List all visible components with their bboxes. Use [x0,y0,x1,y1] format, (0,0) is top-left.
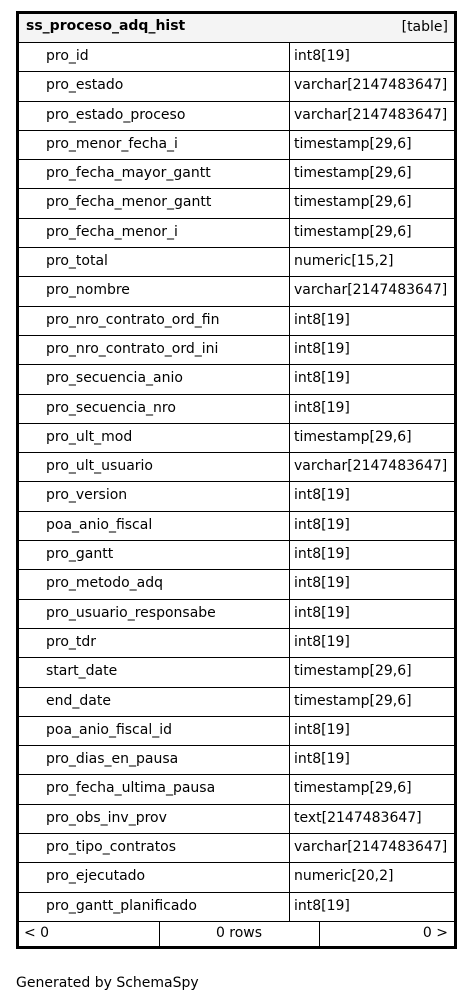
column-divider [289,365,290,393]
column-row[interactable] [19,805,454,834]
column-name: pro_ult_usuario [46,458,153,475]
column-row[interactable] [19,277,454,306]
column-type: varchar[2147483647] [294,77,448,94]
column-divider [289,541,290,569]
column-divider [289,512,290,540]
column-type: int8[19] [294,633,350,650]
footer-row-count: 0 rows [215,925,263,941]
column-name: pro_secuencia_anio [46,370,183,387]
generated-by-text: Generated by SchemaSpy [16,975,199,991]
column-type: timestamp[29,6] [294,194,412,211]
column-row[interactable] [19,775,454,804]
column-row[interactable] [19,658,454,687]
column-name: pro_obs_inv_prov [46,809,167,826]
column-row[interactable] [19,541,454,570]
column-name: pro_gantt_planificado [46,897,197,914]
column-name: pro_fecha_menor_i [46,223,178,240]
column-name: pro_total [46,253,108,270]
column-row[interactable] [19,482,454,511]
column-name: pro_estado_proceso [46,106,186,123]
column-name: pro_ult_mod [46,428,133,445]
column-divider [289,834,290,862]
column-name: pro_id [46,48,89,64]
table-footer [19,922,454,946]
column-divider [289,72,290,100]
column-divider [289,570,290,598]
table-name[interactable]: ss_proceso_adq_hist [26,18,186,34]
column-name: start_date [46,663,118,680]
column-name: pro_metodo_adq [46,575,164,592]
column-type: int8[19] [294,311,350,328]
column-row[interactable] [19,863,454,892]
column-row[interactable] [19,102,454,131]
footer-children-count: 0 > [422,925,448,941]
column-divider [289,277,290,305]
column-type: timestamp[29,6] [294,780,412,797]
column-row[interactable] [19,424,454,453]
column-type: varchar[2147483647] [294,106,448,123]
column-type: varchar[2147483647] [294,458,448,475]
column-type: int8[19] [294,370,350,387]
column-divider [289,775,290,803]
column-row[interactable] [19,717,454,746]
column-list [19,43,454,922]
column-name: end_date [46,692,111,709]
column-divider [289,629,290,657]
column-row[interactable] [19,248,454,277]
column-row[interactable] [19,570,454,599]
column-row[interactable] [19,160,454,189]
column-name: pro_nro_contrato_ord_ini [46,340,219,357]
column-row[interactable] [19,131,454,160]
column-row[interactable] [19,512,454,541]
column-row[interactable] [19,746,454,775]
column-divider [289,43,290,71]
column-type: timestamp[29,6] [294,223,412,240]
column-type: timestamp[29,6] [294,663,412,680]
column-type: int8[19] [294,516,350,533]
column-name: pro_fecha_mayor_gantt [46,165,211,182]
column-type: timestamp[29,6] [294,692,412,709]
column-divider [289,131,290,159]
column-row[interactable] [19,453,454,482]
column-row[interactable] [19,336,454,365]
column-divider [289,424,290,452]
column-name: pro_fecha_ultima_pausa [46,780,216,797]
column-type: timestamp[29,6] [294,428,412,445]
column-divider [289,219,290,247]
column-type: int8[19] [294,48,350,64]
table-entity-box [16,11,457,949]
column-divider [289,307,290,335]
column-name: pro_tdr [46,633,97,650]
table-type-label: [table] [401,19,448,35]
column-divider [289,717,290,745]
column-divider [289,893,290,921]
column-type: numeric[15,2] [294,253,394,270]
column-type: int8[19] [294,546,350,563]
column-divider [289,189,290,217]
column-row[interactable] [19,600,454,629]
column-type: int8[19] [294,604,350,621]
column-divider [289,658,290,686]
column-divider [289,102,290,130]
column-type: timestamp[29,6] [294,165,412,182]
column-type: int8[19] [294,897,350,914]
column-divider [289,805,290,833]
column-row[interactable] [19,365,454,394]
column-row[interactable] [19,219,454,248]
column-divider [289,453,290,481]
column-type: varchar[2147483647] [294,839,448,856]
footer-divider [319,922,320,946]
column-row[interactable] [19,629,454,658]
column-name: pro_tipo_contratos [46,839,177,856]
column-name: pro_version [46,487,128,504]
column-name: pro_menor_fecha_i [46,135,178,152]
column-name: poa_anio_fiscal [46,516,153,533]
column-type: int8[19] [294,487,350,504]
column-divider [289,248,290,276]
column-row[interactable] [19,307,454,336]
column-name: poa_anio_fiscal_id [46,721,172,738]
column-row[interactable] [19,893,454,922]
column-name: pro_usuario_responsabe [46,604,216,621]
column-divider [289,746,290,774]
column-divider [289,863,290,891]
column-type: int8[19] [294,340,350,357]
column-type: timestamp[29,6] [294,135,412,152]
column-name: pro_ejecutado [46,868,146,885]
column-type: int8[19] [294,721,350,738]
column-row[interactable] [19,395,454,424]
column-name: pro_estado [46,77,124,94]
column-row[interactable] [19,43,454,72]
footer-parents-count: < 0 [24,925,50,941]
column-row[interactable] [19,72,454,101]
column-divider [289,482,290,510]
column-divider [289,160,290,188]
column-name: pro_fecha_menor_gantt [46,194,212,211]
column-type: int8[19] [294,399,350,416]
column-name: pro_gantt [46,546,114,563]
column-name: pro_nombre [46,282,130,299]
column-type: numeric[20,2] [294,868,394,885]
column-row[interactable] [19,688,454,717]
table-header [19,14,454,43]
column-type: text[2147483647] [294,809,422,826]
column-name: pro_nro_contrato_ord_fin [46,311,220,328]
column-divider [289,395,290,423]
column-row[interactable] [19,189,454,218]
column-divider [289,688,290,716]
column-type: int8[19] [294,575,350,592]
column-divider [289,336,290,364]
column-type: int8[19] [294,751,350,768]
column-divider [289,600,290,628]
column-type: varchar[2147483647] [294,282,448,299]
column-name: pro_secuencia_nro [46,399,176,416]
column-name: pro_dias_en_pausa [46,751,179,768]
column-row[interactable] [19,834,454,863]
